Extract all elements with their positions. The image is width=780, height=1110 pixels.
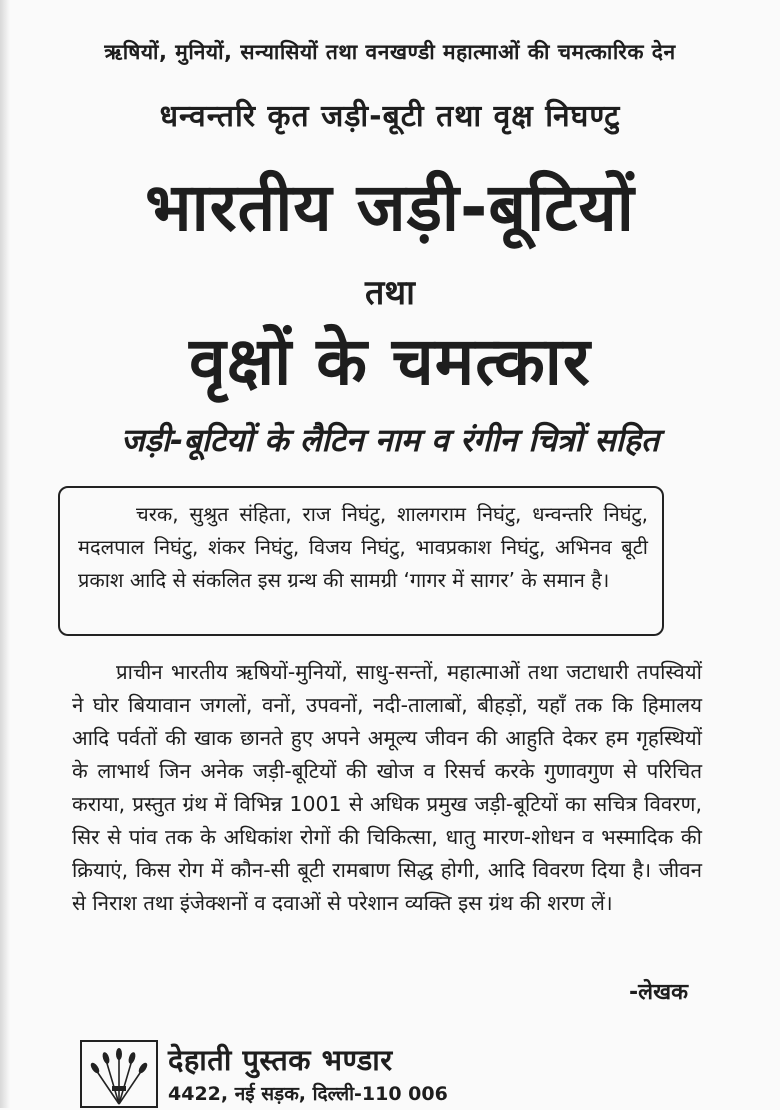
sources-box [58,486,664,636]
book-title-line-2: वृक्षों के चमत्कार [189,323,591,400]
sources-text: चरक, सुश्रुत संहिता, राज निघंटु, शालगराम निघंटु, धन्वन्तरि निघंटु, मदलपाल निघंटु, शंकर निघंटु, विजय निघंटु, भावप्रकाश निघंटु, अभिनव बूटी प्रकाश आदि से संकलित इस ग्रन्थ की सामग्री ‘गागर में सागर’ के समान है। [78,502,648,592]
publisher-name: देहाती पुस्तक भण्डार [168,1043,393,1077]
author-signature: -लेखक [629,980,688,1005]
publisher-address: 4422, नई सड़क, दिल्ली-110 006 [168,1083,448,1105]
book-title-conjunction: तथा [365,273,415,313]
book-title-line-1: भारतीय जड़ी-बूटियों [145,169,635,246]
description-paragraph: प्राचीन भारतीय ऋषियों-मुनियों, साधु-सन्तों, महात्माओं तथा जटाधारी तपस्वियों ने घोर बियावान जगलों, वनों, उपवनों, नदी-तालाबों, बीहड़ों, यहाँ तक कि हिमालय आदि पर्वतों की खाक छानते हुए अपने अमूल्य जीवन की आहुति देकर हम गृहस्थियों के लाभार्थ जिन अनेक जड़ी-बूटियों की खोज व रिसर्च करके गुणावगुण से परिचित कराया, प्रस्तुत ग्रंथ में विभिन्न 1001 से अधिक प्रमुख जड़ी-बूटियों का सचित्र विवरण, सिर से पांव तक के अधिकांश रोगों की चिकित्सा, धातु मारण-शोधन व भस्मादिक की क्रियाएं, किस रोग में कौन-सी बूटी रामबाण सिद्ध होगी, आदि विवरण दिया है। जीवन से निराश तथा इंजेक्शनों व दवाओं से परेशान व्यक्ति इस ग्रंथ की शरण लें। [72,660,702,915]
italic-subtitle: जड़ी-बूटियों के लैटिन नाम व रंगीन चित्रों सहित [120,421,660,459]
wheat-sheaf-logo-icon [80,1040,158,1108]
book-subtitle: धन्वन्तरि कृत जड़ी-बूटी तथा वृक्ष निघण्टु [159,99,621,134]
description [72,656,702,920]
tagline: ऋषियों, मुनियों, सन्यासियों तथा वनखण्डी महात्माओं की चमत्कारिक देन [104,40,676,64]
